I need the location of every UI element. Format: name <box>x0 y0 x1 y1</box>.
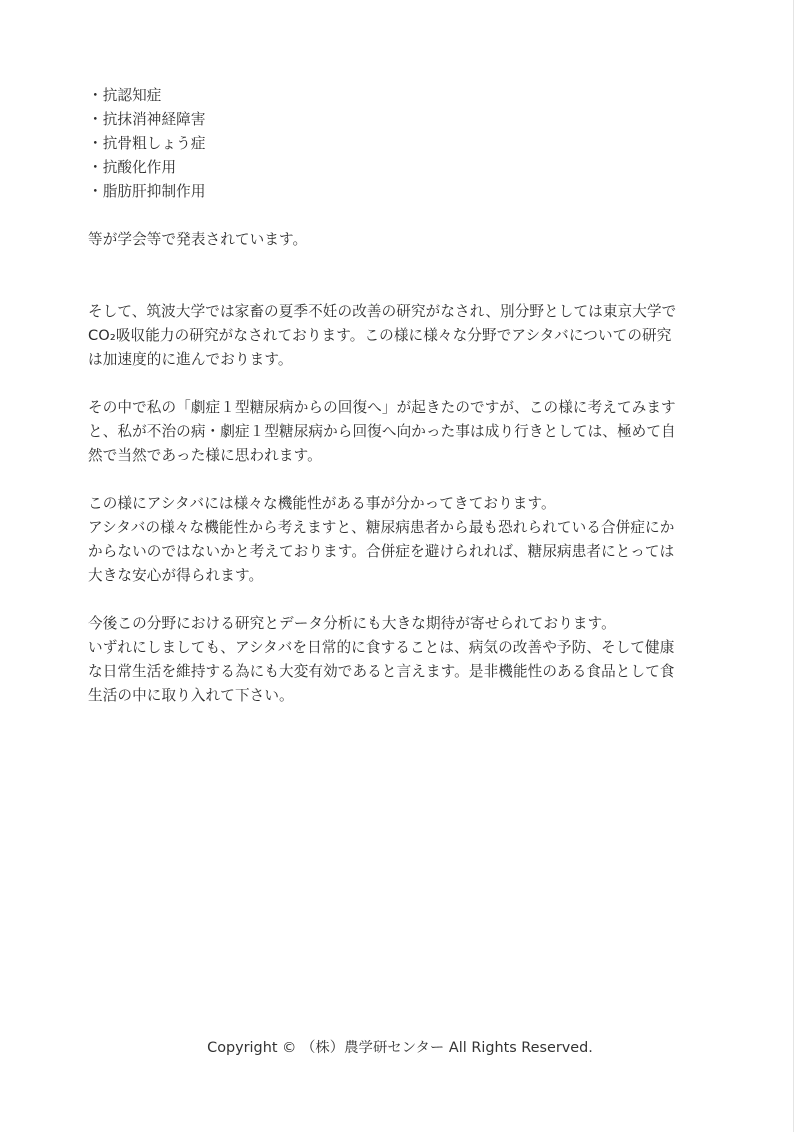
paragraph-line: 等が学会等で発表されています。 <box>88 231 308 248</box>
paragraph-line: 生活の中に取り入れて下さい。 <box>88 687 294 704</box>
paragraph-recovery <box>88 396 728 468</box>
paragraph-line: そして、筑波大学では家畜の夏季不妊の改善の研究がなされ、別分野としては東京大学で <box>88 303 677 320</box>
list-item: ・抗骨粗しょう症 <box>88 135 206 152</box>
paragraph-line: いずれにしましても、アシタバを日常的に食することは、病気の改善や予防、そして健康 <box>88 639 675 656</box>
paragraph-line: と、私が不治の病・劇症１型糖尿病から回復へ向かった事は成り行きとしては、極めて自 <box>88 423 676 440</box>
paragraph-line: アシタバの様々な機能性から考えますと、糖尿病患者から最も恐れられている合併症にか <box>88 519 675 536</box>
paragraph-line: からないのではないかと考えております。合併症を避けられれば、糖尿病患者にとっては <box>88 543 675 560</box>
document-body <box>88 84 728 708</box>
paragraph-line: CO₂吸収能力の研究がなされております。この様に様々な分野でアシタバについての研究 <box>88 327 672 344</box>
paragraph-line: な日常生活を維持する為にも大変有効であると言えます。是非機能性のある食品として食 <box>88 663 675 680</box>
paragraph-research <box>88 300 728 372</box>
paragraph-functionality <box>88 492 728 588</box>
paragraph-line: 今後この分野における研究とデータ分析にも大きな期待が寄せられております。 <box>88 615 616 632</box>
copyright-footer: Copyright © （株）農学研センター All Rights Reserved. <box>207 1040 593 1056</box>
paragraph-line: 然で当然であった様に思われます。 <box>88 447 322 464</box>
list-item: ・脂肪肝抑制作用 <box>88 183 206 200</box>
paragraph-line: 大きな安心が得られます。 <box>88 567 264 584</box>
paragraph-line: その中で私の「劇症１型糖尿病からの回復へ」が起きたのですが、この様に考えてみます <box>88 399 676 416</box>
summary-sentence <box>88 228 728 252</box>
paragraph-line: は加速度的に進んでおります。 <box>88 351 293 368</box>
list-item: ・抗酸化作用 <box>88 159 177 176</box>
effects-list <box>88 84 728 204</box>
list-item: ・抗抹消神経障害 <box>88 111 206 128</box>
paragraph-future <box>88 612 728 708</box>
list-item: ・抗認知症 <box>88 87 162 104</box>
paragraph-line: この様にアシタバには様々な機能性がある事が分かってきております。 <box>88 495 556 512</box>
page-edge-line <box>793 0 794 1132</box>
